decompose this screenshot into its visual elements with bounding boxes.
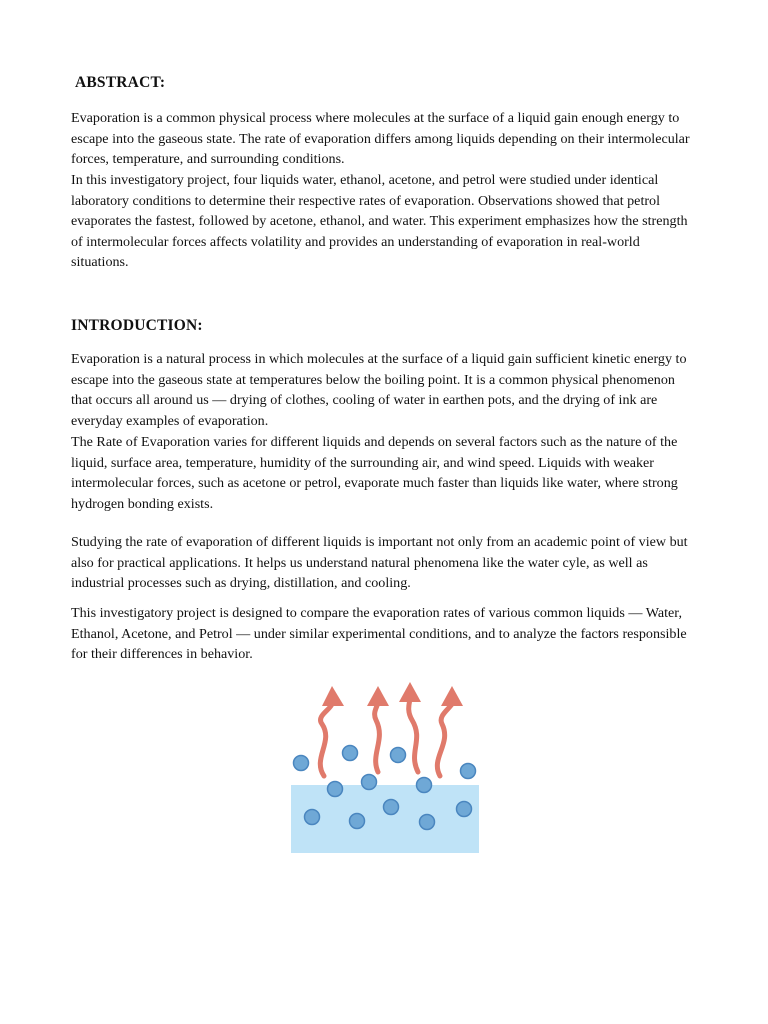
molecule bbox=[457, 802, 472, 817]
abstract-paragraph-1: Evaporation is a common physical process where molecules at the surface of a liquid gain enough energy to escape into the gaseous state. The rate of evaporation differs among liquids depending on their intermolecular forces, temperature, and surrounding conditions. bbox=[71, 110, 690, 168]
vapor-arrowheads bbox=[322, 682, 463, 706]
molecule bbox=[328, 782, 343, 797]
vapor-arrow-2 bbox=[375, 702, 380, 772]
vapor-arrows bbox=[320, 698, 452, 776]
vapor-arrow-4 bbox=[437, 704, 452, 776]
evaporation-illustration-icon bbox=[286, 680, 486, 858]
introduction-paragraph-4: This investigatory project is designed to compare the evaporation rates of various common liquids — Water, Ethanol, Acetone, and Petrol — under similar experimental conditions, and to analyze the factors responsible for their differences in behavior. bbox=[71, 605, 687, 663]
introduction-heading: INTRODUCTION: bbox=[71, 317, 203, 334]
abstract-paragraph-2: In this investigatory project, four liquids water, ethanol, acetone, and petrol were studied under identical laboratory conditions to determine their respective rates of evaporation. Observations showed that petrol evaporates the fastest, followed by acetone, ethanol, and water. This experiment emphasizes how the strength of intermolecular forces affects volatility and provides an understanding of evaporation in real-world situations. bbox=[71, 172, 688, 271]
vapor-arrow-1 bbox=[320, 704, 332, 776]
molecule bbox=[294, 756, 309, 771]
molecule bbox=[461, 764, 476, 779]
molecule bbox=[305, 810, 320, 825]
molecule bbox=[384, 800, 399, 815]
molecule bbox=[343, 746, 358, 761]
vapor-arrowhead-4 bbox=[441, 686, 463, 706]
vapor-arrow-3 bbox=[409, 698, 418, 772]
molecule bbox=[362, 775, 377, 790]
vapor-arrowhead-1 bbox=[322, 686, 344, 706]
introduction-paragraph-1: Evaporation is a natural process in which molecules at the surface of a liquid gain sufficient kinetic energy to escape into the gaseous state at temperatures below the boiling point. It is a common physical phenomenon that occurs all around us — drying of clothes, cooling of water in earthen pots, and the drying of ink are everyday examples of evaporation. bbox=[71, 351, 687, 429]
vapor-arrowhead-2 bbox=[367, 686, 389, 706]
introduction-paragraph-2: The Rate of Evaporation varies for different liquids and depends on several factors such as the nature of the liquid, surface area, temperature, humidity of the surrounding air, and wind speed. Liquids with weaker intermolecular forces, such as acetone or petrol, evaporate much faster than liquids like water, where strong hydrogen bonding exists. bbox=[71, 434, 678, 512]
molecule bbox=[420, 815, 435, 830]
molecule bbox=[350, 814, 365, 829]
abstract-heading: ABSTRACT: bbox=[75, 74, 166, 91]
introduction-paragraph-3: Studying the rate of evaporation of different liquids is important not only from an academic point of view but also for practical applications. It helps us understand natural phenomena like the water cyle, as well as industrial processes such as drying, distillation, and cooling. bbox=[71, 534, 688, 592]
molecule bbox=[391, 748, 406, 763]
molecule bbox=[417, 778, 432, 793]
vapor-arrowhead-3 bbox=[399, 682, 421, 702]
